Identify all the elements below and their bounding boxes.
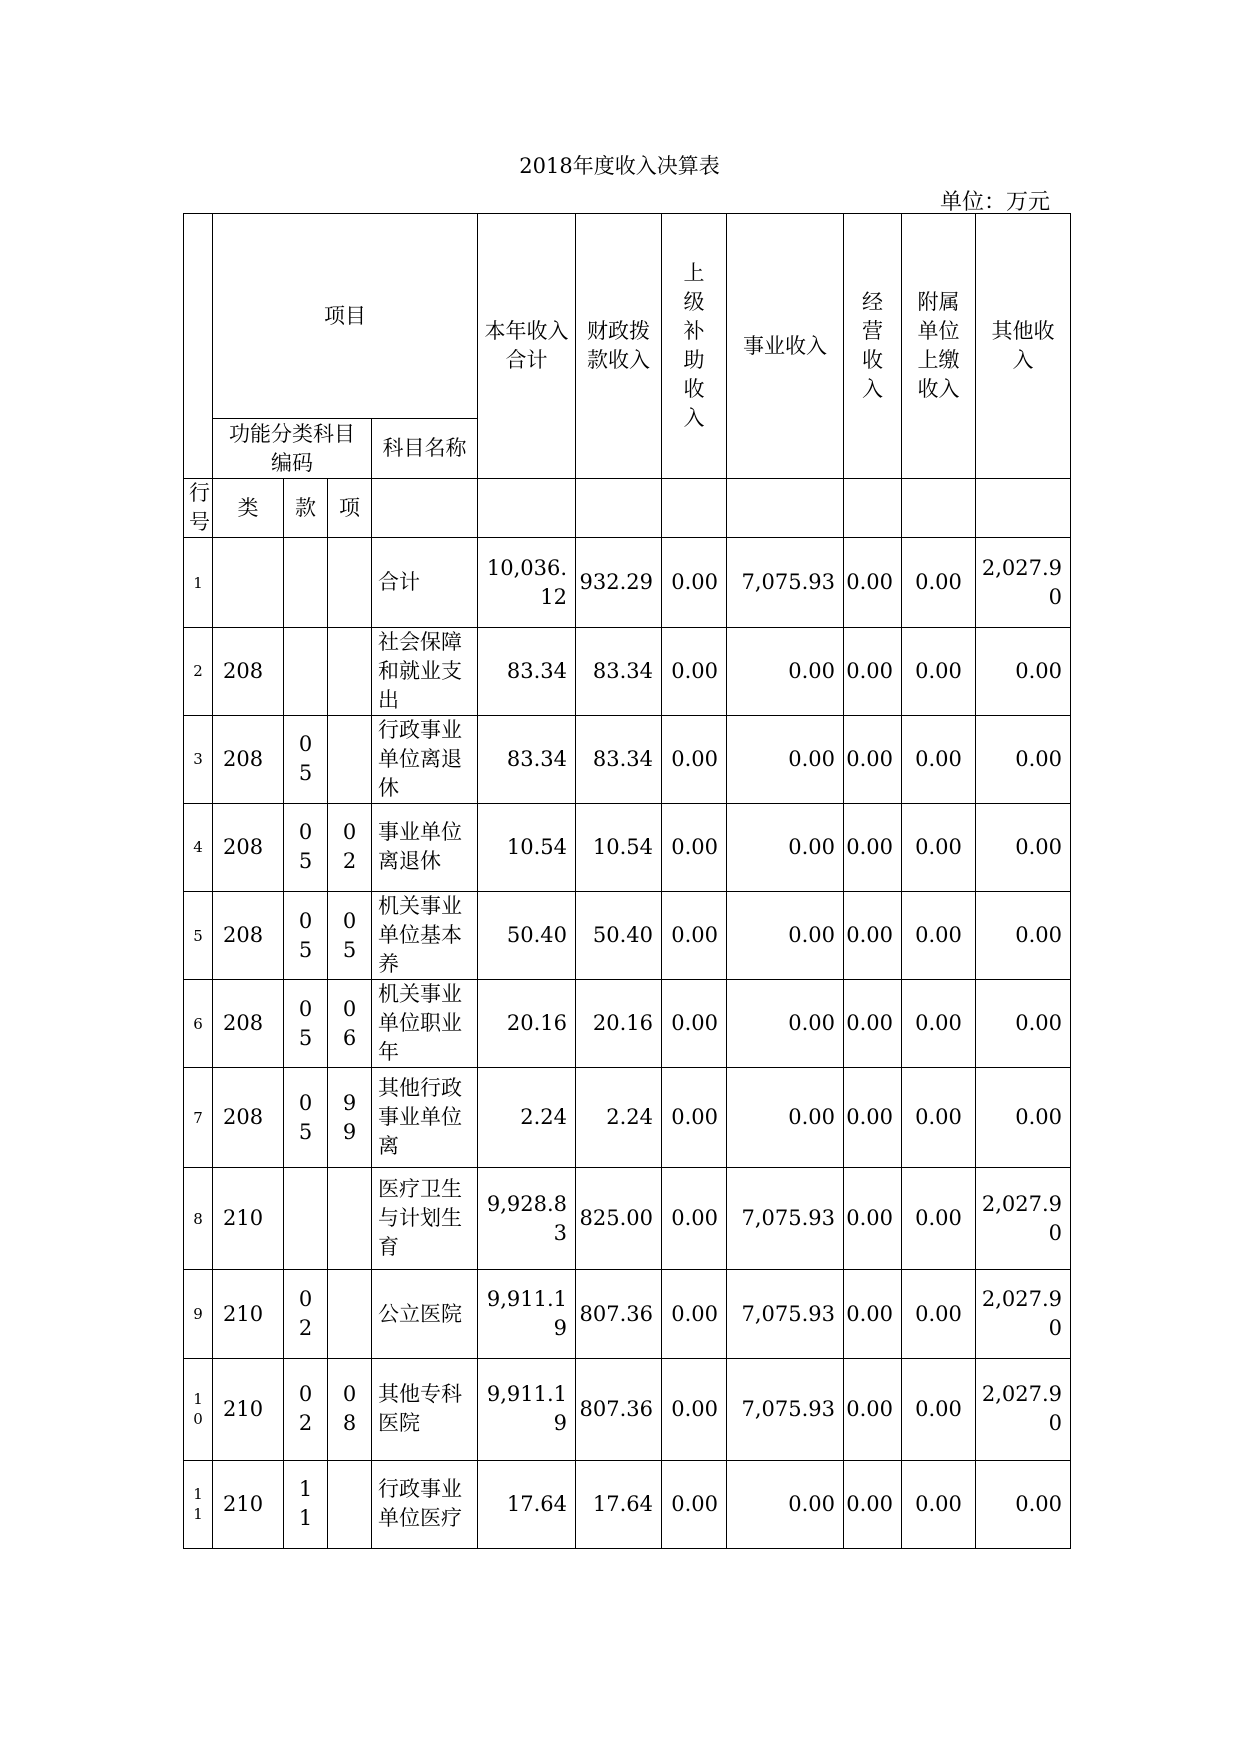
row-number-cell: 4 (184, 803, 213, 891)
xiang-cell (328, 1168, 372, 1270)
total-cell: 9,911.19 (478, 1270, 576, 1358)
income-table (183, 213, 1071, 1549)
total-cell: 9,928.83 (478, 1168, 576, 1270)
kuan-cell: 02 (284, 1270, 328, 1358)
affiliated-cell: 0.00 (902, 715, 976, 803)
lei-cell: 210 (213, 1168, 284, 1270)
xiang-cell: 05 (328, 891, 372, 979)
row-number-cell: 6 (184, 980, 213, 1068)
kuan-cell: 05 (284, 715, 328, 803)
subject-name-cell: 公立医院 (372, 1270, 478, 1358)
superior-cell: 0.00 (662, 538, 727, 627)
subject-name-cell: 其他行政事业单位离 (372, 1068, 478, 1168)
operating-cell: 0.00 (844, 538, 902, 627)
total-cell: 83.34 (478, 627, 576, 715)
header-fiscal: 财政拨款收入 (576, 214, 662, 479)
other-cell: 0.00 (976, 1460, 1071, 1548)
xiang-cell: 99 (328, 1068, 372, 1168)
operating-cell: 0.00 (844, 1358, 902, 1460)
row-number-cell: 8 (184, 1168, 213, 1270)
kuan-cell (284, 1168, 328, 1270)
xiang-cell (328, 1270, 372, 1358)
subject-name-cell: 机关事业单位职业年 (372, 980, 478, 1068)
lei-cell: 210 (213, 1358, 284, 1460)
operating-cell: 0.00 (844, 891, 902, 979)
affiliated-cell: 0.00 (902, 1168, 976, 1270)
fiscal-cell: 10.54 (576, 803, 662, 891)
other-cell: 2,027.90 (976, 1270, 1071, 1358)
subject-name-cell: 事业单位离退休 (372, 803, 478, 891)
header-kuan: 款 (284, 479, 328, 538)
operating-cell: 0.00 (844, 1068, 902, 1168)
fiscal-cell: 83.34 (576, 627, 662, 715)
superior-cell: 0.00 (662, 715, 727, 803)
total-cell: 10,036.12 (478, 538, 576, 627)
superior-cell: 0.00 (662, 1460, 727, 1548)
total-cell: 50.40 (478, 891, 576, 979)
row-number-cell: 5 (184, 891, 213, 979)
table-row (184, 891, 1071, 979)
table-row (184, 627, 1071, 715)
lei-cell: 210 (213, 1270, 284, 1358)
affiliated-cell: 0.00 (902, 1270, 976, 1358)
fiscal-cell: 932.29 (576, 538, 662, 627)
operating-cell: 0.00 (844, 1168, 902, 1270)
xiang-cell (328, 715, 372, 803)
xiang-cell: 08 (328, 1358, 372, 1460)
total-cell: 83.34 (478, 715, 576, 803)
subject-name-cell: 合计 (372, 538, 478, 627)
row-number-cell: 3 (184, 715, 213, 803)
business-cell: 0.00 (727, 1068, 844, 1168)
operating-cell: 0.00 (844, 715, 902, 803)
header-other: 其他收入 (976, 214, 1071, 479)
page-title: 2018年度收入决算表 (519, 154, 720, 178)
kuan-cell (284, 627, 328, 715)
table-row (184, 1270, 1071, 1358)
lei-cell (213, 538, 284, 627)
business-cell: 0.00 (727, 891, 844, 979)
fiscal-cell: 807.36 (576, 1358, 662, 1460)
subject-name-cell: 行政事业单位离退休 (372, 715, 478, 803)
lei-cell: 208 (213, 891, 284, 979)
business-cell: 0.00 (727, 715, 844, 803)
row-number-cell: 9 (184, 1270, 213, 1358)
header-row-no: 行号 (184, 479, 213, 538)
total-cell: 17.64 (478, 1460, 576, 1548)
lei-cell: 208 (213, 627, 284, 715)
xiang-cell: 06 (328, 980, 372, 1068)
header-business: 事业收入 (727, 214, 844, 479)
other-cell: 2,027.90 (976, 1358, 1071, 1460)
header-subject-name: 科目名称 (372, 419, 478, 479)
operating-cell: 0.00 (844, 803, 902, 891)
other-cell: 0.00 (976, 980, 1071, 1068)
fiscal-cell: 17.64 (576, 1460, 662, 1548)
subject-name-cell: 机关事业单位基本养 (372, 891, 478, 979)
business-cell: 7,075.93 (727, 538, 844, 627)
unit-label: 单位：万元 (940, 190, 1051, 215)
row-number-cell: 1 (184, 538, 213, 627)
superior-cell: 0.00 (662, 891, 727, 979)
superior-cell: 0.00 (662, 627, 727, 715)
kuan-cell: 02 (284, 1358, 328, 1460)
xiang-cell (328, 538, 372, 627)
lei-cell: 208 (213, 715, 284, 803)
subject-name-cell: 社会保障和就业支出 (372, 627, 478, 715)
lei-cell: 208 (213, 1068, 284, 1168)
fiscal-cell: 50.40 (576, 891, 662, 979)
affiliated-cell: 0.00 (902, 1068, 976, 1168)
subject-name-cell: 医疗卫生与计划生育 (372, 1168, 478, 1270)
superior-cell: 0.00 (662, 1270, 727, 1358)
header-row-1 (184, 214, 1071, 419)
business-cell: 0.00 (727, 980, 844, 1068)
affiliated-cell: 0.00 (902, 627, 976, 715)
superior-cell: 0.00 (662, 1068, 727, 1168)
fiscal-cell: 83.34 (576, 715, 662, 803)
fiscal-cell: 807.36 (576, 1270, 662, 1358)
total-cell: 10.54 (478, 803, 576, 891)
header-xiang: 项 (328, 479, 372, 538)
operating-cell: 0.00 (844, 627, 902, 715)
business-cell: 7,075.93 (727, 1270, 844, 1358)
table-row (184, 1358, 1071, 1460)
fiscal-cell: 2.24 (576, 1068, 662, 1168)
kuan-cell: 05 (284, 980, 328, 1068)
superior-cell: 0.00 (662, 1358, 727, 1460)
fiscal-cell: 20.16 (576, 980, 662, 1068)
xiang-cell (328, 627, 372, 715)
fiscal-cell: 825.00 (576, 1168, 662, 1270)
lei-cell: 210 (213, 1460, 284, 1548)
header-row-3 (184, 479, 1071, 538)
business-cell: 7,075.93 (727, 1168, 844, 1270)
xiang-cell (328, 1460, 372, 1548)
operating-cell: 0.00 (844, 980, 902, 1068)
other-cell: 2,027.90 (976, 1168, 1071, 1270)
operating-cell: 0.00 (844, 1460, 902, 1548)
affiliated-cell: 0.00 (902, 1460, 976, 1548)
superior-cell: 0.00 (662, 1168, 727, 1270)
affiliated-cell: 0.00 (902, 1358, 976, 1460)
other-cell: 0.00 (976, 1068, 1071, 1168)
header-func-code: 功能分类科目编码 (213, 419, 372, 479)
table-row (184, 980, 1071, 1068)
business-cell: 7,075.93 (727, 1358, 844, 1460)
header-operating: 经营收入 (844, 214, 902, 479)
kuan-cell: 05 (284, 891, 328, 979)
affiliated-cell: 0.00 (902, 891, 976, 979)
table-row (184, 538, 1071, 627)
other-cell: 0.00 (976, 627, 1071, 715)
kuan-cell: 11 (284, 1460, 328, 1548)
header-project: 项目 (213, 214, 478, 419)
row-number-cell: 2 (184, 627, 213, 715)
other-cell: 0.00 (976, 891, 1071, 979)
other-cell: 0.00 (976, 715, 1071, 803)
total-cell: 9,911.19 (478, 1358, 576, 1460)
subject-name-cell: 行政事业单位医疗 (372, 1460, 478, 1548)
business-cell: 0.00 (727, 1460, 844, 1548)
row-number-cell: 10 (184, 1358, 213, 1460)
row-number-cell: 7 (184, 1068, 213, 1168)
other-cell: 2,027.90 (976, 538, 1071, 627)
superior-cell: 0.00 (662, 803, 727, 891)
header-total: 本年收入合计 (478, 214, 576, 479)
lei-cell: 208 (213, 980, 284, 1068)
xiang-cell: 02 (328, 803, 372, 891)
table-row (184, 803, 1071, 891)
operating-cell: 0.00 (844, 1270, 902, 1358)
table-row (184, 1460, 1071, 1548)
business-cell: 0.00 (727, 803, 844, 891)
row-number-cell: 11 (184, 1460, 213, 1548)
header-affiliated: 附属单位上缴收入 (902, 214, 976, 479)
table-row (184, 1068, 1071, 1168)
total-cell: 2.24 (478, 1068, 576, 1168)
lei-cell: 208 (213, 803, 284, 891)
business-cell: 0.00 (727, 627, 844, 715)
affiliated-cell: 0.00 (902, 803, 976, 891)
kuan-cell: 05 (284, 803, 328, 891)
kuan-cell: 05 (284, 1068, 328, 1168)
affiliated-cell: 0.00 (902, 980, 976, 1068)
table-row (184, 1168, 1071, 1270)
subject-name-cell: 其他专科医院 (372, 1358, 478, 1460)
affiliated-cell: 0.00 (902, 538, 976, 627)
header-superior: 上级补助收入 (662, 214, 727, 479)
other-cell: 0.00 (976, 803, 1071, 891)
kuan-cell (284, 538, 328, 627)
superior-cell: 0.00 (662, 980, 727, 1068)
table-row (184, 715, 1071, 803)
total-cell: 20.16 (478, 980, 576, 1068)
header-lei: 类 (213, 479, 284, 538)
